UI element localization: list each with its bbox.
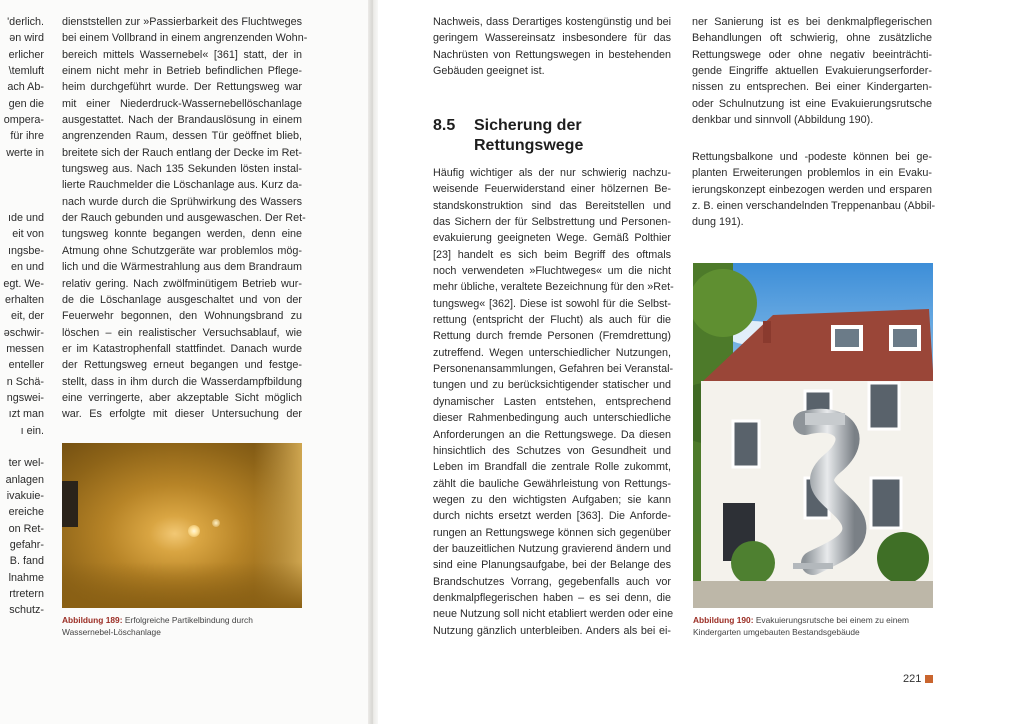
text-line: schutz- (9, 604, 44, 617)
text-line: denkmalpflegerischen haben – es sei denn, die (433, 591, 671, 604)
text-line: durch nichts ersetzt werden [363]. Die Anforde- (433, 510, 671, 523)
text-line: Nachweis, dass Derartiges kostengünstig und bei (433, 16, 671, 28)
text-line: hinsichtlich des Schutzes von Gesundheit und (433, 444, 671, 457)
text-line: werte in (6, 146, 44, 159)
text-line: der Rettungsweg erneut begangen und festge- (62, 359, 302, 372)
text-line: tungsweg konnte begangen werden, denn eine (62, 228, 302, 241)
text-line: [23] handelt es sich beim Begriff des oftmals (433, 248, 671, 261)
text-line: bereich mittels Wassernebel« [361] statt, der in (62, 48, 302, 61)
text-line: en und (10, 261, 44, 274)
text-line: lierte Rauchmelder die Löschanlage aus. Kurz da- (62, 179, 302, 192)
text-line: eit, der (10, 310, 44, 323)
text-line: rungen an Rettungswege können sich gegenüber (433, 526, 671, 539)
text-line: ereiche (8, 506, 44, 519)
text-line: oder Schulnutzung ist eine Evakuierungsrutsche (692, 97, 932, 110)
text-line: ızt man (8, 408, 44, 421)
text-line: rettung (entspricht der Flucht) als auch für die (433, 314, 671, 327)
text-line: Brandschutzes Vorrang, gegebenfalls auch vor (433, 575, 671, 588)
text-line: Anforderungen an die Rettungswege. Da diesen (433, 428, 671, 441)
text-line: z. B. einen verschandelnden Treppenanbau (Abbil- (692, 200, 936, 213)
section-title: Sicherung der (474, 117, 582, 134)
text-line: Behandlungen oft schwierig, ohne zusätzliche (692, 32, 932, 45)
text-line: einem nicht mehr in Betrieb befindlichen Pflege- (62, 65, 302, 78)
text-line: tungen und zu berücksichtigender statischer und (433, 379, 671, 392)
page-marker (925, 675, 933, 683)
text-line: evakuierung geeigneten Wege. Gemäß Polthier (433, 232, 671, 245)
section-title: Rettungswege (474, 137, 584, 154)
text-line: zählt die bauliche Gewährleistung von Rettungs- (433, 477, 671, 490)
text-line: enteller (8, 359, 44, 372)
text-line: erlicher (8, 48, 44, 61)
text-line: breitete sich der Rauch entlang der Decke im Ret- (62, 146, 302, 159)
text-line: stellt, dass in ihm durch die Wasserdampfbildung (62, 375, 302, 388)
text-line: tungsweg« [362]. Diese ist sowohl für die Selbst- (433, 297, 671, 310)
text-line: für ihre (10, 130, 44, 143)
text-line: Rettung durch fremde Personen (Fremdrettung) (433, 330, 671, 343)
text-line: de die Löschanlage ausgeschaltet und von der (62, 293, 302, 306)
text-line: ən wird (9, 32, 44, 45)
text-line: neue Nutzung soll nicht etabliert werden oder eine (433, 608, 674, 621)
text-line: Gebäuden geeignet ist. (433, 65, 545, 78)
text-line: zutreffend. Wegen unterschiedlicher Nutzungen, (433, 346, 671, 359)
page-number: 221 (903, 673, 922, 685)
ceiling-light (188, 525, 200, 537)
text-line: war. Es erfolgte mit dieser Untersuchung der (62, 408, 302, 421)
figure-label: Abbildung 190: (693, 615, 754, 625)
text-line: Nachrüsten von Rettungswegen in bestehenden (433, 48, 671, 61)
text-line: geringem Wassereinsatz insbesondere für das (433, 32, 671, 45)
book-gutter (368, 0, 378, 724)
text-line: der Rauch gebunden und ausgewaschen. Der Ret- (62, 212, 306, 225)
caption-text: Wassernebel-Löschanlage (62, 626, 161, 637)
text-line: messen (6, 342, 44, 355)
right-text-column-body (433, 165, 674, 639)
text-line: lich und die Wärmestrahlung aus dem Brandraum (62, 261, 302, 274)
door-shape (62, 481, 78, 527)
text-line: ı ein. (20, 424, 44, 437)
text-line: ach Ab- (7, 81, 44, 94)
text-line: Häufig wichtiger als der nur schwierig nachzu- (433, 167, 671, 179)
text-line: Atmung ohne Schutzgeräte war problemlos mög- (62, 244, 302, 257)
text-line: ausgestattet. Nach der Brandauslösung in einem (62, 114, 302, 127)
text-line: wegen zu den wichtigsten Aufgaben; sie kann (433, 493, 671, 506)
caption-text: Evakuierungsrutsche bei einem zu einem (753, 615, 909, 625)
text-line: dynamischer Lasten entstehen, entsprechend (433, 395, 671, 408)
text-line: Personenansammlungen, Gefahren bei Veranstal- (433, 363, 674, 376)
text-line: Leben im Brandfall die zentrale Rolle zukommt, (433, 461, 671, 474)
text-line: dienststellen zur »Passierbarkeit des Fluchtweges (62, 16, 302, 28)
text-line: er im Katastrophenfall stattfindet. Danach wurde (62, 342, 302, 355)
right-text-column-2 (692, 14, 932, 128)
text-line: on Ret- (8, 522, 44, 535)
text-line: 'derlich. (7, 16, 44, 28)
text-line: rtretern (9, 588, 44, 601)
text-line: bei einem Vollbrand in einem angrenzenden Wohn- (62, 32, 308, 45)
figure-190-image (693, 263, 933, 608)
text-line: ıngsbe- (7, 244, 44, 257)
text-line: heim durchgeführt wurde. Der Rettungsweg war (62, 81, 302, 94)
text-line: sind eine Planungsaufgabe, bei der Belange des (433, 559, 671, 572)
text-line (0, 194, 44, 210)
text-line: löschen – ein realistischer Versuchsablauf, wie (62, 326, 302, 339)
text-line: das Sichern der für Selbstrettung und Personen- (433, 216, 671, 229)
text-line: ngswei- (6, 391, 44, 404)
caption-text: Kindergarten umgebauten Bestandsgebäude (693, 626, 860, 637)
text-line: ıde und (7, 212, 44, 225)
section-number: 8.5 (433, 117, 456, 134)
text-line: Rettungsbalkone und -podeste können bei ge- (692, 151, 932, 163)
figure-190-caption (693, 615, 938, 638)
text-line: Nutzung gänzlich unterbleiben. Anders als bei ei- (433, 624, 671, 637)
text-line: n Schä- (6, 375, 44, 388)
text-line: ner Sanierung ist es bei denkmalpflegerischen (692, 16, 932, 28)
text-line: B. fand (9, 555, 44, 568)
caption-text: Erfolgreiche Partikelbindung durch (122, 615, 253, 625)
text-line: gefahr- (9, 539, 44, 551)
text-line: gende Eingriffe aktuellen Evakuierungserforder- (692, 65, 932, 78)
ceiling-light (212, 519, 220, 527)
figure-189-caption (62, 615, 302, 638)
figure-189-image (62, 443, 302, 608)
text-line: əschwir- (3, 326, 44, 339)
text-line: gen die (8, 97, 44, 110)
text-line: mehr übliche, veraltete Bezeichnung für den »Ret- (433, 281, 674, 294)
text-line: mit einer Niederdruck-Wassernebellöschanlage (62, 97, 302, 110)
text-line (0, 439, 44, 455)
text-line: nach wurde durch die Sprühwirkung des Wassers (62, 195, 302, 208)
text-line: angrenzenden Raum, dessen Tür geöffnet blieb, (62, 130, 302, 143)
text-line: denkbar und sinnvoll (Abbildung 190). (692, 114, 874, 127)
text-line: der bauzeitlichen Nutzung gravierend ändern und (433, 542, 671, 555)
text-line: lnahme (8, 571, 44, 584)
text-line: ierungskonzept einbezogen werden und ersparen (692, 183, 932, 196)
text-line: tungsweg aus. Nach 135 Sekunden lösten instal- (62, 163, 302, 176)
text-line (0, 161, 44, 177)
left-text-column (62, 14, 308, 423)
text-line: noch verwendeten »Fluchtweges« um die nicht (433, 265, 671, 278)
text-line: anlagen (5, 473, 44, 486)
text-line: eine verringerte, aber akzeptable Sicht möglich (62, 391, 302, 404)
text-line: ter wel- (8, 457, 44, 470)
clipped-text-column (0, 14, 44, 619)
text-line: planten Erweiterungen problemlos in ein Evaku- (692, 167, 932, 180)
right-text-column-2-paragraph (692, 149, 936, 231)
text-line: dieser Rahmenbedingung auch unterschiedliche (433, 412, 671, 425)
text-line: Feuerwehr begonnen, den Wohnungsbrand zu (62, 310, 302, 323)
text-line: dung 191). (692, 216, 744, 229)
right-text-column-top (433, 14, 671, 79)
text-line (0, 177, 44, 193)
text-line: egt. We- (3, 277, 44, 290)
figure-label: Abbildung 189: (62, 615, 123, 625)
text-line: eit von (12, 228, 44, 241)
text-line: standskonstruktion sind das Bereitstellen und (433, 199, 671, 212)
text-line: ivakuie- (6, 489, 44, 502)
text-line: \temluft (8, 65, 44, 78)
text-line: ompera- (3, 114, 44, 127)
text-line: erhalten (4, 293, 44, 306)
text-line: Rettungswege oder ohne negativ beeinträchti- (692, 48, 932, 61)
text-line: nissen zu entsprechen. Bei einer Kindergarten- (692, 81, 932, 94)
text-line: weisende Feuerwiderstand einer hölzernen Be- (433, 183, 671, 196)
text-line: relativ gering. Nach zwölfminütigem Betrieb wur- (62, 277, 302, 290)
